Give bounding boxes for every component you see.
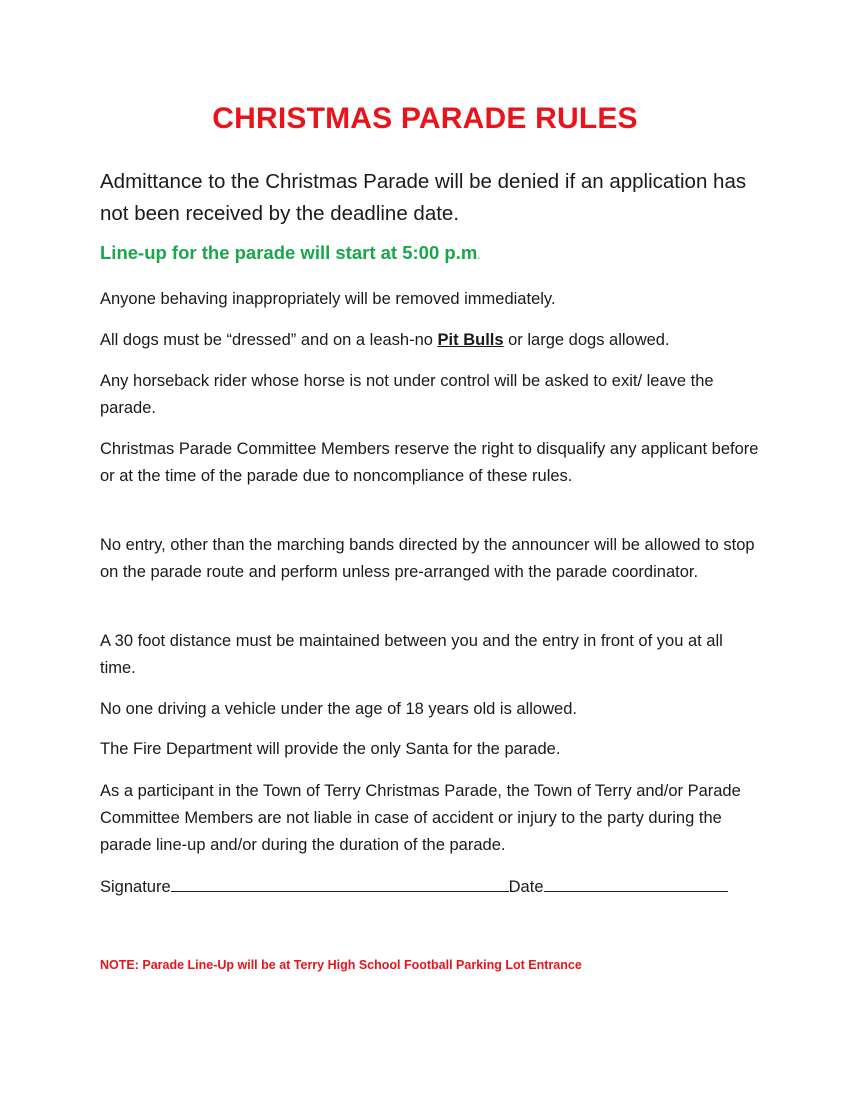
signature-row (100, 874, 760, 901)
intro-paragraph: Admittance to the Christmas Parade will be denied if an application has not been received by the deadline date. (100, 170, 747, 225)
rule-distance: A 30 foot distance must be maintained between you and the entry in front of you at all time. (100, 632, 723, 677)
rule-santa: The Fire Department will provide the only Santa for the parade. (100, 740, 561, 758)
rule-no-stopping: No entry, other than the marching bands directed by the announcer will be allowed to stop on the parade route and perform unless pre-arranged with the parade coordinator. (100, 536, 755, 581)
date-label: Date (508, 878, 544, 896)
rule-behavior: Anyone behaving inappropriately will be removed immediately. (100, 290, 556, 308)
rule-horseback: Any horseback rider whose horse is not under control will be asked to exit/ leave the parade. (100, 372, 714, 417)
rule-dogs-before: All dogs must be “dressed” and on a leash-no (100, 331, 438, 349)
lineup-period: . (477, 250, 481, 262)
page-title: CHRISTMAS PARADE RULES (212, 102, 638, 135)
rule-dogs-emphasis: Pit Bulls (437, 331, 504, 349)
rule-dogs (100, 327, 760, 354)
rule-liability: As a participant in the Town of Terry Christmas Parade, the Town of Terry and/or Parade Committee Members are not liable in case of accident or injury to the party during the parade line-up and/or during the duration of the parade. (100, 782, 741, 854)
signature-label: Signature (100, 878, 171, 896)
date-line[interactable] (544, 877, 728, 892)
signature-line[interactable] (171, 877, 509, 892)
lineup-text: Line-up for the parade will start at 5:00 p.m (100, 242, 478, 263)
rule-disqualify: Christmas Parade Committee Members reserve the right to disqualify any applicant before or at the time of the parade due to noncompliance of these rules. (100, 440, 759, 485)
lineup-notice (100, 242, 760, 264)
rule-dogs-after: or large dogs allowed. (503, 331, 670, 349)
rule-driver-age: No one driving a vehicle under the age of 18 years old is allowed. (100, 700, 577, 718)
lineup-location-note: NOTE: Parade Line-Up will be at Terry High School Football Parking Lot Entrance (100, 958, 582, 972)
